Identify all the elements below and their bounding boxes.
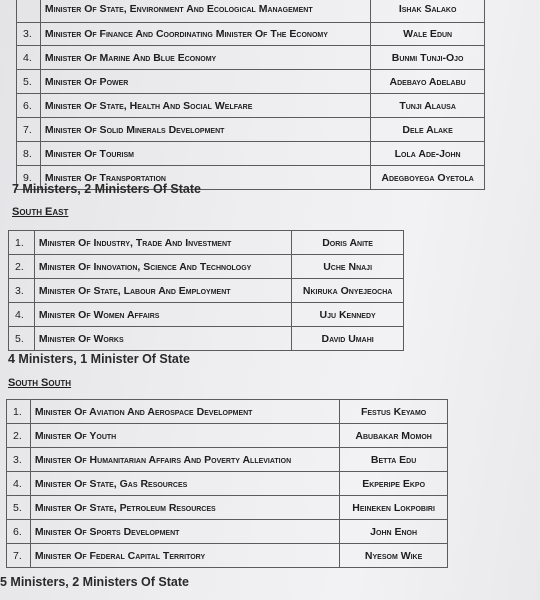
minister-name: David Umahi [292, 327, 404, 351]
south-south-heading: South South [8, 377, 72, 389]
table-row [17, 118, 485, 142]
table-row [7, 544, 448, 568]
table-row [17, 142, 485, 166]
ministry-title: Minister Of Humanitarian Affairs And Poverty Alleviation [30, 448, 339, 472]
minister-name: Festus Keyamo [340, 400, 448, 424]
row-number: 3. [7, 448, 31, 472]
ministry-title: Minister Of Tourism [40, 142, 370, 166]
row-number: 6. [7, 520, 31, 544]
minister-name: Betta Edu [340, 448, 448, 472]
table-row [17, 70, 485, 94]
minister-name: Doris Anite [292, 231, 404, 255]
ministry-title: Minister Of Marine And Blue Economy [40, 46, 370, 70]
table-row [17, 94, 485, 118]
table-row [17, 0, 485, 23]
minister-name: Dele Alake [371, 118, 485, 142]
ministry-title: Minister Of Innovation, Science And Technology [34, 255, 291, 279]
table-row [7, 448, 448, 472]
south-south-ministers-table [6, 399, 448, 568]
table-row [9, 231, 404, 255]
minister-name: Heineken Lokpobiri [340, 496, 448, 520]
minister-name: Lola Ade-John [371, 142, 485, 166]
south-east-ministers-table [8, 230, 404, 351]
minister-name: Tunji Alausa [371, 94, 485, 118]
ministry-title: Minister Of State, Health And Social Welfare [40, 94, 370, 118]
minister-name: Adegboyega Oyetola [371, 166, 485, 190]
minister-name: Adebayo Adelabu [371, 70, 485, 94]
south-south-summary: 5 Ministers, 2 Ministers Of State [0, 575, 189, 589]
ministry-title: Minister Of Federal Capital Territory [30, 544, 339, 568]
table-row [7, 472, 448, 496]
table-row [9, 327, 404, 351]
table-row [7, 400, 448, 424]
table-row [17, 23, 485, 46]
ministry-title: Minister Of State, Gas Resources [30, 472, 339, 496]
ministry-title: Minister Of Finance And Coordinating Minister Of The Economy [40, 23, 370, 46]
minister-name: Uche Nnaji [292, 255, 404, 279]
table-row [9, 279, 404, 303]
ministry-title: Minister Of Youth [30, 424, 339, 448]
ministry-title: Minister Of Transportation [40, 166, 370, 190]
table-row [9, 255, 404, 279]
table-row [7, 520, 448, 544]
row-number: 9. [17, 166, 41, 190]
table-row [7, 496, 448, 520]
ministry-title: Minister Of Sports Development [30, 520, 339, 544]
ministry-title: Minister Of Power [40, 70, 370, 94]
row-number: 4. [7, 472, 31, 496]
minister-name: Bunmi Tunji-Ojo [371, 46, 485, 70]
south-west-ministers-table [16, 0, 485, 190]
ministry-title: Minister Of State, Petroleum Resources [30, 496, 339, 520]
ministry-title: Minister Of Solid Minerals Development [40, 118, 370, 142]
minister-name: Nyesom Wike [340, 544, 448, 568]
ministry-title: Minister Of State, Labour And Employment [34, 279, 291, 303]
row-number: 7. [7, 544, 31, 568]
minister-name: John Enoh [340, 520, 448, 544]
row-number: 6. [17, 94, 41, 118]
minister-name: Nkiruka Onyejeocha [292, 279, 404, 303]
row-number: 2. [7, 424, 31, 448]
row-number: 4. [9, 303, 35, 327]
minister-name: Uju Kennedy [292, 303, 404, 327]
south-east-heading: South East [12, 206, 69, 218]
row-number: 2. [9, 255, 35, 279]
ministry-title: Minister Of State, Environment And Ecological Management [40, 0, 370, 23]
table-row [17, 46, 485, 70]
ministry-title: Minister Of Works [34, 327, 291, 351]
minister-name: Ekperipe Ekpo [340, 472, 448, 496]
ministry-title: Minister Of Aviation And Aerospace Development [30, 400, 339, 424]
ministry-title: Minister Of Industry, Trade And Investment [34, 231, 291, 255]
row-number: 4. [17, 46, 41, 70]
row-number: 7. [17, 118, 41, 142]
south-west-summary: 7 Ministers, 2 Ministers Of State [12, 182, 201, 196]
minister-name: Ishak Salako [371, 0, 485, 23]
table-row [9, 303, 404, 327]
minister-name: Wale Edun [371, 23, 485, 46]
row-number: 3. [17, 23, 41, 46]
row-number: 5. [17, 70, 41, 94]
row-number: 1. [7, 400, 31, 424]
ministry-title: Minister Of Women Affairs [34, 303, 291, 327]
row-number: 1. [9, 231, 35, 255]
row-number: 5. [7, 496, 31, 520]
table-row [7, 424, 448, 448]
row-number: 5. [9, 327, 35, 351]
row-number: 3. [9, 279, 35, 303]
minister-name: Abubakar Momoh [340, 424, 448, 448]
south-east-summary: 4 Ministers, 1 Minister Of State [8, 352, 190, 366]
row-number [17, 0, 41, 23]
row-number: 8. [17, 142, 41, 166]
